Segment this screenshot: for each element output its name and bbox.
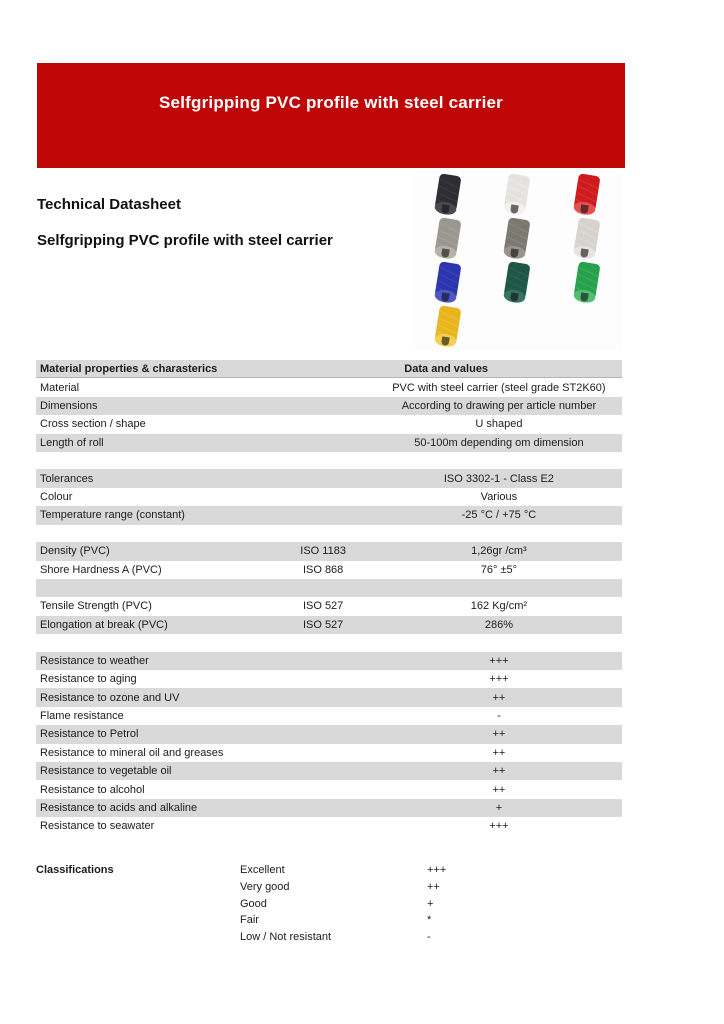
property-label: Flame resistance	[40, 709, 124, 722]
pvc-profile-dark-green-image	[494, 262, 540, 304]
iso-standard: ISO 527	[302, 618, 344, 631]
property-label: Resistance to acids and alkaline	[40, 801, 198, 814]
table-row	[36, 707, 622, 725]
classification-label: Good	[240, 897, 267, 910]
table-row	[36, 506, 622, 524]
table-row	[36, 434, 622, 452]
classifications-section	[36, 862, 622, 946]
pvc-profile-green-image	[564, 262, 610, 304]
profile-photo-cell	[413, 217, 483, 261]
property-value: U shaped	[475, 418, 523, 431]
table-row	[36, 597, 622, 615]
table-row	[36, 670, 622, 688]
property-value: 50-100m depending om dimension	[414, 436, 584, 449]
table-row	[36, 378, 622, 396]
property-label: Shore Hardness A (PVC)	[40, 563, 162, 576]
property-label: Cross section / shape	[40, 418, 146, 431]
profile-photo-cell	[552, 173, 622, 217]
property-value: -	[497, 709, 501, 722]
classification-label: Fair	[240, 914, 259, 927]
pvc-profile-gray-image	[425, 218, 471, 260]
property-label: Material	[40, 381, 80, 394]
table-row	[36, 469, 622, 487]
pvc-profile-black-image	[425, 174, 471, 216]
classification-symbol: +++	[427, 864, 447, 876]
property-label: Resistance to weather	[40, 654, 149, 667]
property-value: +++	[489, 654, 509, 667]
property-value: +++	[489, 820, 509, 833]
classification-symbol: ++	[427, 880, 440, 893]
property-label: Resistance to seawater	[40, 820, 155, 833]
table-row	[36, 616, 622, 634]
property-label: Resistance to vegetable oil	[40, 765, 172, 778]
classifications-title: Classifications	[36, 864, 114, 876]
property-value: ++	[492, 691, 506, 704]
property-value: ++	[492, 746, 506, 759]
property-label: Resistance to alcohol	[40, 783, 145, 796]
property-value: Various	[480, 491, 518, 504]
table-row	[36, 397, 622, 415]
property-value: +++	[489, 673, 509, 686]
property-label: Tolerances	[40, 472, 94, 485]
classification-symbol: +	[427, 897, 434, 910]
property-label: Resistance to aging	[40, 673, 137, 686]
profile-photo-cell	[413, 261, 483, 305]
table-header-label: Material properties & charasterics	[40, 362, 218, 375]
properties-table	[36, 360, 622, 835]
iso-standard: ISO 868	[302, 563, 344, 576]
classification-label: Low / Not resistant	[240, 931, 332, 944]
classification-item	[240, 862, 622, 879]
property-value: 162 Kg/cm²	[470, 600, 528, 613]
profile-photo-cell	[413, 305, 483, 349]
classifications-list	[240, 862, 622, 946]
table-row	[36, 725, 622, 743]
profile-photo-cell	[483, 261, 553, 305]
property-value: ++	[492, 765, 506, 778]
profile-photo-cell	[413, 173, 483, 217]
document-title: Selfgripping PVC profile with steel carrier	[159, 93, 503, 112]
table-header-row	[36, 360, 622, 378]
iso-standard: ISO 1183	[300, 545, 346, 558]
profile-photo-cell	[483, 173, 553, 217]
property-value: ++	[492, 783, 506, 796]
property-label: Colour	[40, 491, 73, 504]
classification-symbol: *	[427, 914, 432, 927]
table-section-gap	[36, 525, 622, 543]
table-header-value: Data and values	[404, 362, 489, 375]
table-row	[36, 561, 622, 579]
pvc-profile-light-gray-image	[564, 218, 610, 260]
pvc-profile-white-image	[494, 174, 540, 216]
heading-product-name: Selfgripping PVC profile with steel carrier	[37, 232, 333, 249]
table-row	[36, 688, 622, 706]
property-value: -25 °C / +75 °C	[461, 509, 537, 522]
table-row	[36, 744, 622, 762]
table-row	[36, 799, 622, 817]
profile-photo-cell	[483, 217, 553, 261]
title-banner	[37, 63, 625, 168]
table-row	[36, 780, 622, 798]
table-section-gap	[36, 634, 622, 652]
pvc-profile-red-image	[564, 174, 610, 216]
table-row	[36, 542, 622, 560]
table-row	[36, 762, 622, 780]
classification-symbol: -	[427, 931, 431, 944]
classification-item	[240, 879, 622, 896]
property-value: According to drawing per article number	[401, 399, 597, 412]
profile-photo-cell	[552, 217, 622, 261]
property-label: Length of roll	[40, 436, 104, 449]
table-row	[36, 488, 622, 506]
iso-standard: ISO 527	[302, 600, 344, 613]
property-label: Resistance to mineral oil and greases	[40, 746, 224, 759]
table-row	[36, 817, 622, 835]
classification-item	[240, 896, 622, 913]
table-row	[36, 652, 622, 670]
heading-technical-datasheet: Technical Datasheet	[37, 196, 181, 213]
classification-label: Very good	[240, 880, 290, 893]
property-label: Temperature range (constant)	[40, 509, 185, 522]
profile-photo-cell	[552, 261, 622, 305]
property-value: ++	[492, 728, 506, 741]
property-label: Dimensions	[40, 399, 98, 412]
classification-item	[240, 912, 622, 929]
property-label: Resistance to Petrol	[40, 728, 139, 741]
classification-item	[240, 929, 622, 946]
product-photo-grid	[413, 171, 622, 350]
property-value: PVC with steel carrier (steel grade ST2K60)	[392, 381, 606, 394]
classification-label: Excellent	[240, 864, 285, 876]
property-label: Resistance to ozone and UV	[40, 691, 180, 704]
table-row	[36, 579, 622, 597]
property-label: Tensile Strength (PVC)	[40, 600, 152, 613]
table-section-gap	[36, 452, 622, 470]
pvc-profile-yellow-image	[425, 306, 471, 348]
property-value: +	[495, 801, 503, 814]
property-label: Density (PVC)	[40, 545, 110, 558]
table-row	[36, 415, 622, 433]
pvc-profile-dark-gray-image	[494, 218, 540, 260]
property-value: 1,26gr /cm³	[471, 545, 527, 558]
property-value: 76° ±5°	[480, 563, 518, 576]
property-label: Elongation at break (PVC)	[40, 618, 168, 631]
property-value: ISO 3302-1 - Class E2	[443, 472, 554, 485]
pvc-profile-blue-image	[425, 262, 471, 304]
property-value: 286%	[484, 618, 513, 631]
